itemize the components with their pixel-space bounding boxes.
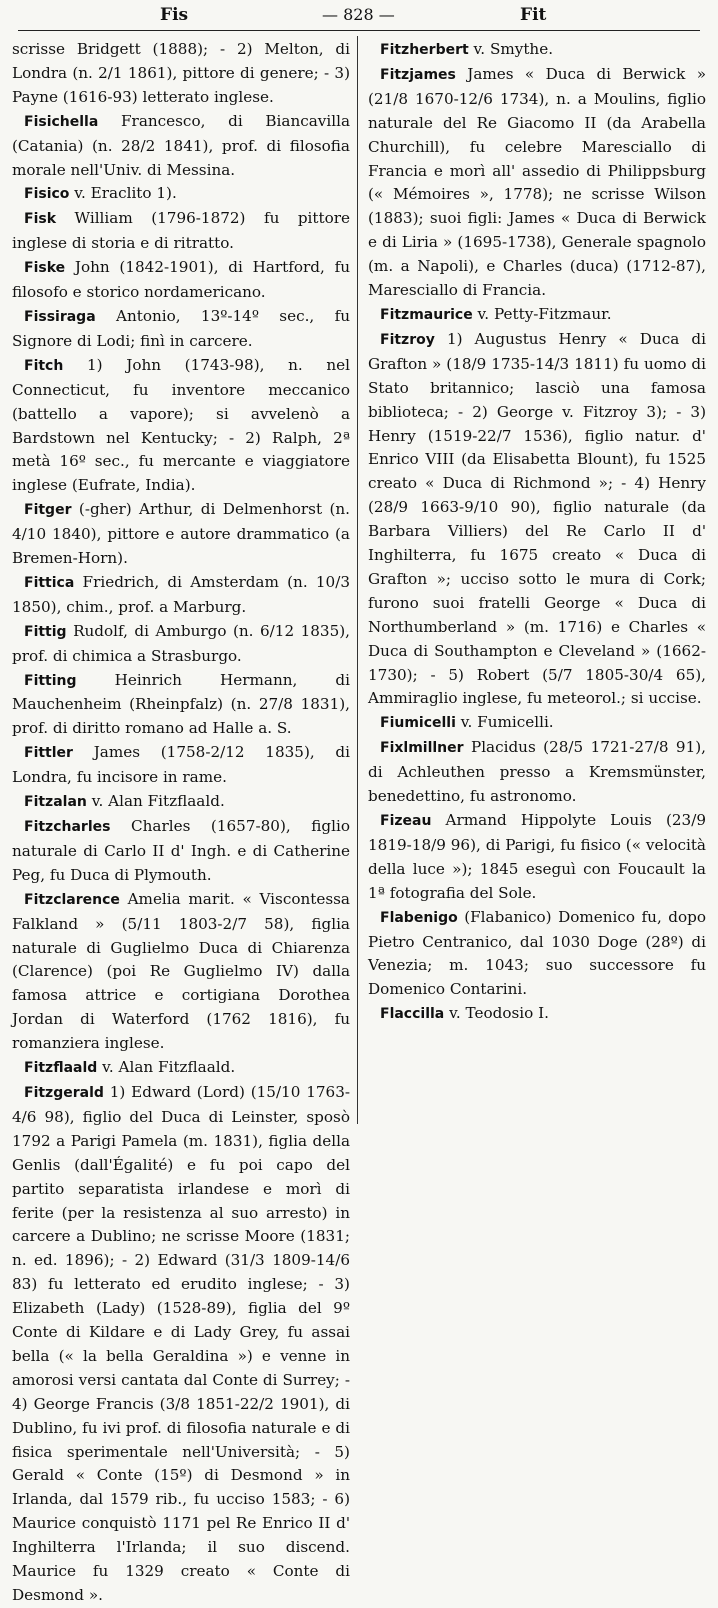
entry: scrisse Bridgett (1888); - 2) Melton, di Londra (n. 2/1 1861), pittore di genere; - 3) Payne (1616-93) letterato inglese. xyxy=(12,40,350,106)
entry: Fissiraga Antonio, 13º-14º sec., fu Signore di Lodi; finì in carcere. xyxy=(12,306,350,350)
entry: Fitzcharles Charles (1657-80), figlio naturale di Carlo II d' Ingh. e di Catherine Peg, fu Duca di Plymouth. xyxy=(12,817,350,884)
entry: Fitzroy 1) Augustus Henry « Duca di Grafton » (18/9 1735-14/3 1811) fu uomo di Stato britannico; lasciò una famosa biblioteca; - 2) George v. Fitzroy 3); - 3) Henry (1519-22/7 1536), figlio natur. d' Enrico VIII (da Elisabetta Blount), fu 1525 creato « Duca di Richmond »; - 4) Henry (28/9 1663-9/10 90), figlio naturale (da Barbara Villiers) del Re Carlo II d' Inghilterra, fu 1675 creato « Duca di Grafton »; ucciso sotto le mura di Cork; furono suoi fratelli George « Duca di Northumberland » (m. 1716) e Charles « Duca di Southampton e Cleveland » (1662-1730); - 5) Robert (5/7 1805-30/4 65), Ammiraglio inglese, fu meteorol.; si uccise. xyxy=(368,329,707,708)
entry: Fitting Heinrich Hermann, di Mauchenheim (Rheinpfalz) (n. 27/8 1831), prof. di diritto romano ad Halle a. S. xyxy=(12,670,351,738)
entry: Fitch 1) John (1743-98), n. nel Connecticut, fu inventore meccanico (battello a vapore); si avvelenò a Bardstown nel Kentucky; - 2) Ralph, 2ª metà 16º sec., fu mercante e viaggiatore inglese (Eufrate, India). xyxy=(12,355,350,495)
column-divider xyxy=(357,36,358,1124)
entry: Fitzjames James « Duca di Berwick » (21/8 1670-12/6 1734), n. a Moulins, figlio naturale del Re Giacomo II (da Arabella Churchill), fu celebre Maresciallo di Francia e morì all' assedio di Philippsburg (« Mémoires », 1778); ne scrisse Wilson (1883); suoi figli: James « Duca di Berwick e di Liria » (1695-1738), Generale spagnolo (m. a Napoli), e Charles (duca) (1712-87), Maresciallo di Francia. xyxy=(368,64,706,300)
entry: Fitzherbert v. Smythe. xyxy=(380,40,554,58)
entry: Fittica Friedrich, di Amsterdam (n. 10/3 1850), chim., prof. a Marburg. xyxy=(12,572,351,616)
header-left-guideword: Fis xyxy=(160,5,189,25)
entry: Fitzalan v. Alan Fitzflaald. xyxy=(24,792,225,811)
page-number: — 828 — xyxy=(322,5,395,24)
page-header xyxy=(0,0,718,32)
entry: Fizeau Armand Hippolyte Louis (23/9 1819-18/9 96), di Parigi, fu fisico (« velocità della luce »); 1845 eseguì con Foucault la 1ª fotografia del Sole. xyxy=(368,811,706,902)
entry: Fitger (-gher) Arthur, di Delmenhorst (n. 4/10 1840), pittore e autore drammatico (a Bremen-Horn). xyxy=(12,500,351,568)
entry: Fittler James (1758-2/12 1835), di Londra, fu incisore in rame. xyxy=(12,743,351,787)
entry: Fitzflaald v. Alan Fitzflaald. xyxy=(24,1058,236,1077)
entry: Fisico v. Eraclito 1). xyxy=(24,184,177,203)
entry: Fittig Rudolf, di Amburgo (n. 6/12 1835), prof. di chimica a Strasburgo. xyxy=(12,621,351,665)
entry: Fiumicelli v. Fumicelli. xyxy=(380,713,554,732)
left-column xyxy=(12,38,350,1608)
entry: Fiske John (1842-1901), di Hartford, fu filosofo e storico nordamericano. xyxy=(12,258,350,302)
entry: Fitzclarence Amelia marit. « Viscontessa Falkland » (5/11 1803-2/7 58), figlia naturale di Guglielmo Duca di Chiarenza (Clarence) (poi Re Guglielmo IV) dalla famosa attrice e cortigiana Dorothea Jordan di Waterford (1762 1816), fu romanziera inglese. xyxy=(12,889,350,1053)
entry: Fisichella Francesco, di Biancavilla (Catania) (n. 28/2 1841), prof. di filosofia morale nell'Univ. di Messina. xyxy=(12,111,350,179)
entry: Flabenigo (Flabanico) Domenico fu, dopo Pietro Centranico, dal 1030 Doge (28º) di Venezia; m. 1043; suo successore fu Domenico Contarini. xyxy=(368,907,706,999)
entry: Fitzmaurice v. Petty-Fitzmaur. xyxy=(380,304,612,323)
header-rule xyxy=(18,30,700,31)
entry: Fisk William (1796-1872) fu pittore inglese di storia e di ritratto. xyxy=(12,209,351,253)
header-right-guideword: Fit xyxy=(520,5,547,25)
entry: Fitzgerald 1) Edward (Lord) (15/10 1763-4/6 98), figlio del Duca di Leinster, sposò 1792 a Parigi Pamela (m. 1831), figlia della Genlis (dall'Égalité) e fu poi capo del partito separatista irlandese e morì di ferite (per la resistenza al suo arresto) in carcere a Dublino; ne scrisse Moore (1831; n. ed. 1896); - 2) Edward (31/3 1809-14/6 83) fu letterato ed erudito inglese; - 3) Elizabeth (Lady) (1528-89), figlia del 9º Conte di Kildare e di Lady Grey, fu assai bella (« la bella Geraldina ») e venne in amorosi versi cantata dal Conte di Surrey; - 4) George Francis (3/8 1851-22/2 1901), di Dublino, fu ivi prof. di filosofia naturale e di fisica sperimentale nell'Università; - 5) Gerald « Conte (15º) di Desmond » in Irlanda, dal 1579 rib., fu ucciso 1583; - 6) Maurice conquistò 1171 pel Re Enrico II d' Inghilterra l'Irlanda; il suo discend. Maurice fu 1329 creato « Conte di Desmond ». xyxy=(12,1082,350,1604)
right-column xyxy=(368,38,706,1027)
entry: Flaccilla v. Teodosio I. xyxy=(380,1004,549,1023)
entry: Fixlmillner Placidus (28/5 1721-27/8 91), di Achleuthen presso a Kremsmünster, benedettino, fu astronomo. xyxy=(368,738,706,806)
